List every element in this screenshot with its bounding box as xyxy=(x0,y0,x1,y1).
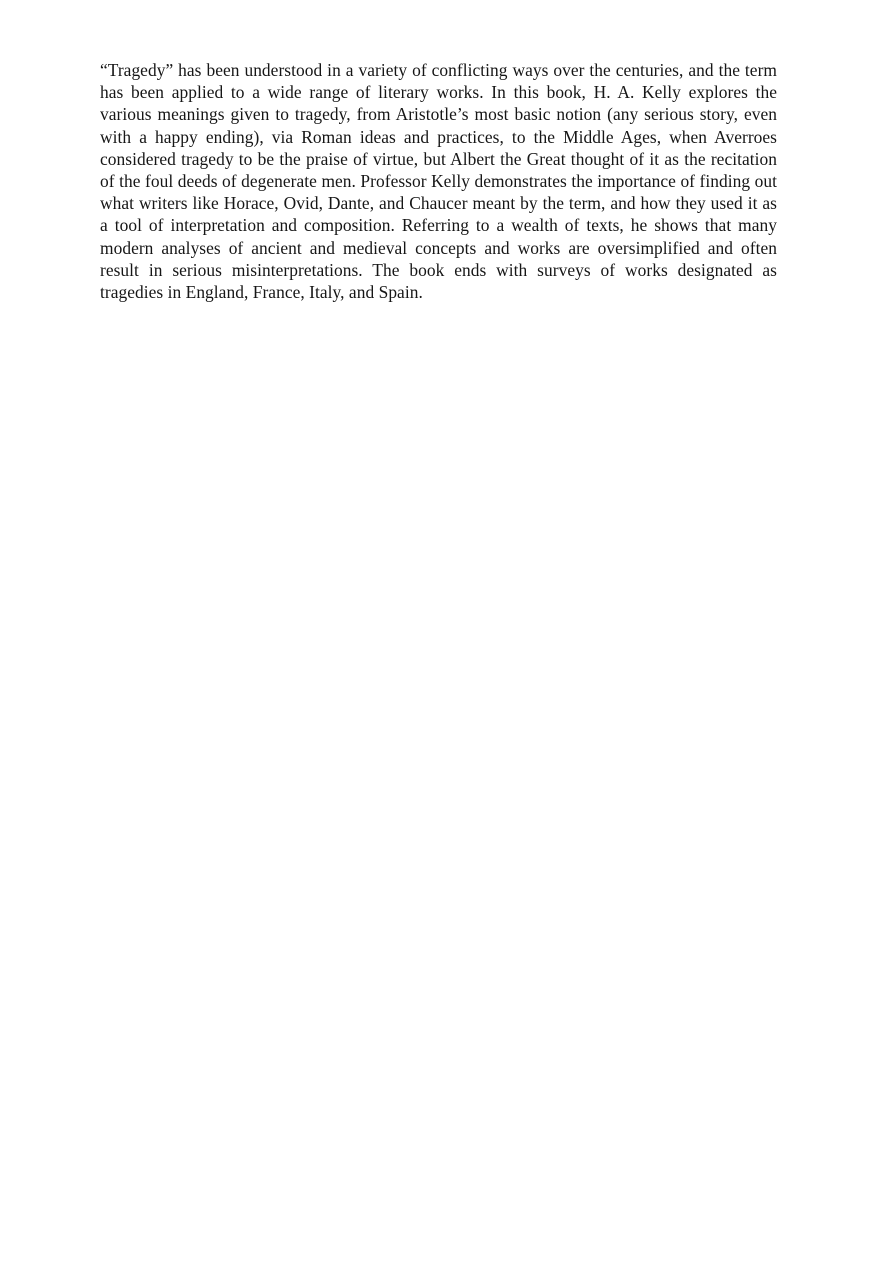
book-description-paragraph: “Tragedy” has been understood in a variety of conflicting ways over the centuries, and the term has been applied to a wide range of literary works. In this book, H. A. Kelly explores the various meanings given to tragedy, from Aristotle’s most basic notion (any serious story, even with a happy ending), via Roman ideas and practices, to the Middle Ages, when Averroes considered tragedy to be the praise of virtue, but Albert the Great thought of it as the recitation of the foul deeds of degenerate men. Professor Kelly demonstrates the importance of finding out what writers like Horace, Ovid, Dante, and Chaucer meant by the term, and how they used it as a tool of interpretation and composition. Referring to a wealth of texts, he shows that many modern analyses of ancient and medieval concepts and works are oversimplified and often result in serious misinterpretations. The book ends with surveys of works designated as tragedies in England, France, Italy, and Spain. xyxy=(100,60,777,303)
